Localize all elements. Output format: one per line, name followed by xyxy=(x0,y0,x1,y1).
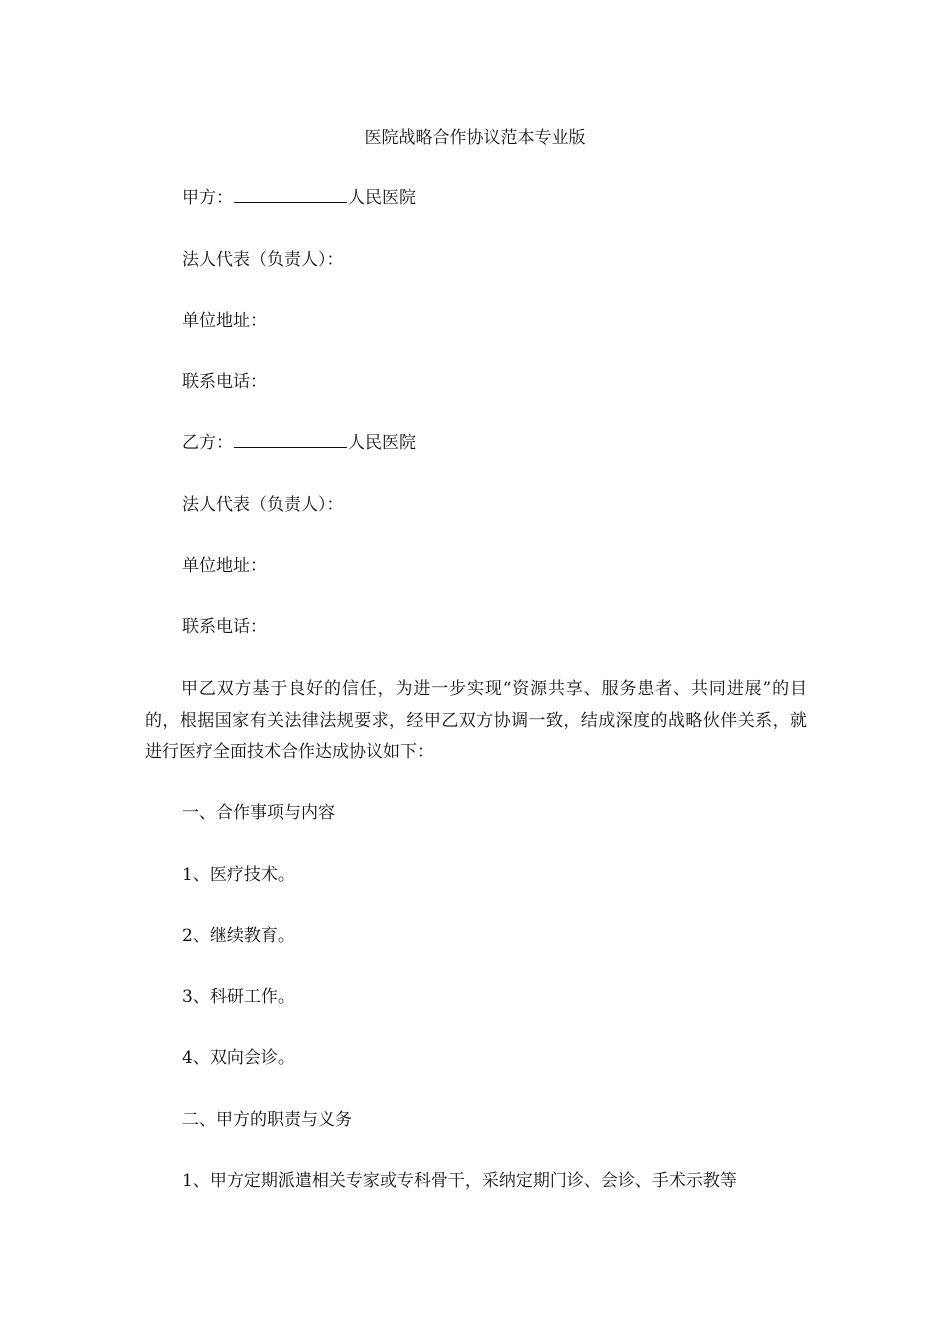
party-b-address: 单位地址： xyxy=(182,556,267,576)
party-a-label: 甲方： xyxy=(182,188,233,208)
party-b-name-blank xyxy=(234,433,347,448)
section2-item: 1、甲方定期派遣相关专家或专科骨干，采纳定期门诊、会诊、手术示教等 xyxy=(182,1171,737,1191)
party-a-address: 单位地址： xyxy=(182,311,267,331)
party-b-legal-rep: 法人代表（负责人）： xyxy=(182,495,344,515)
party-b-label: 乙方： xyxy=(182,433,233,453)
party-b-phone: 联系电话： xyxy=(182,617,267,637)
section1-item: 3、科研工作。 xyxy=(182,987,295,1007)
party-b-line xyxy=(182,429,416,457)
section1-item: 2、继续教育。 xyxy=(182,926,295,946)
section1-item: 4、双向会诊。 xyxy=(182,1048,295,1068)
intro-paragraph: 甲乙双方基于良好的信任，为进一步实现“资源共享、服务患者、共同进展”的目的，根据国家有关法律法规要求，经甲乙双方协调一致，结成深度的战略伙伴关系，就进行医疗全面技术合作达成协议如下： xyxy=(145,679,807,762)
party-b-suffix: 人民医院 xyxy=(348,433,416,453)
party-a-suffix: 人民医院 xyxy=(348,188,416,208)
party-a-legal-rep: 法人代表（负责人）： xyxy=(182,250,344,270)
section1-item: 1、医疗技术。 xyxy=(182,865,295,885)
party-a-phone: 联系电话： xyxy=(182,372,267,392)
section1-heading: 一、合作事项与内容 xyxy=(182,803,335,823)
party-a-name-blank xyxy=(234,188,347,203)
section2-heading: 二、甲方的职责与义务 xyxy=(182,1110,352,1130)
document-title: 医院战略合作协议范本专业版 xyxy=(364,128,586,148)
party-a-line xyxy=(182,184,416,212)
